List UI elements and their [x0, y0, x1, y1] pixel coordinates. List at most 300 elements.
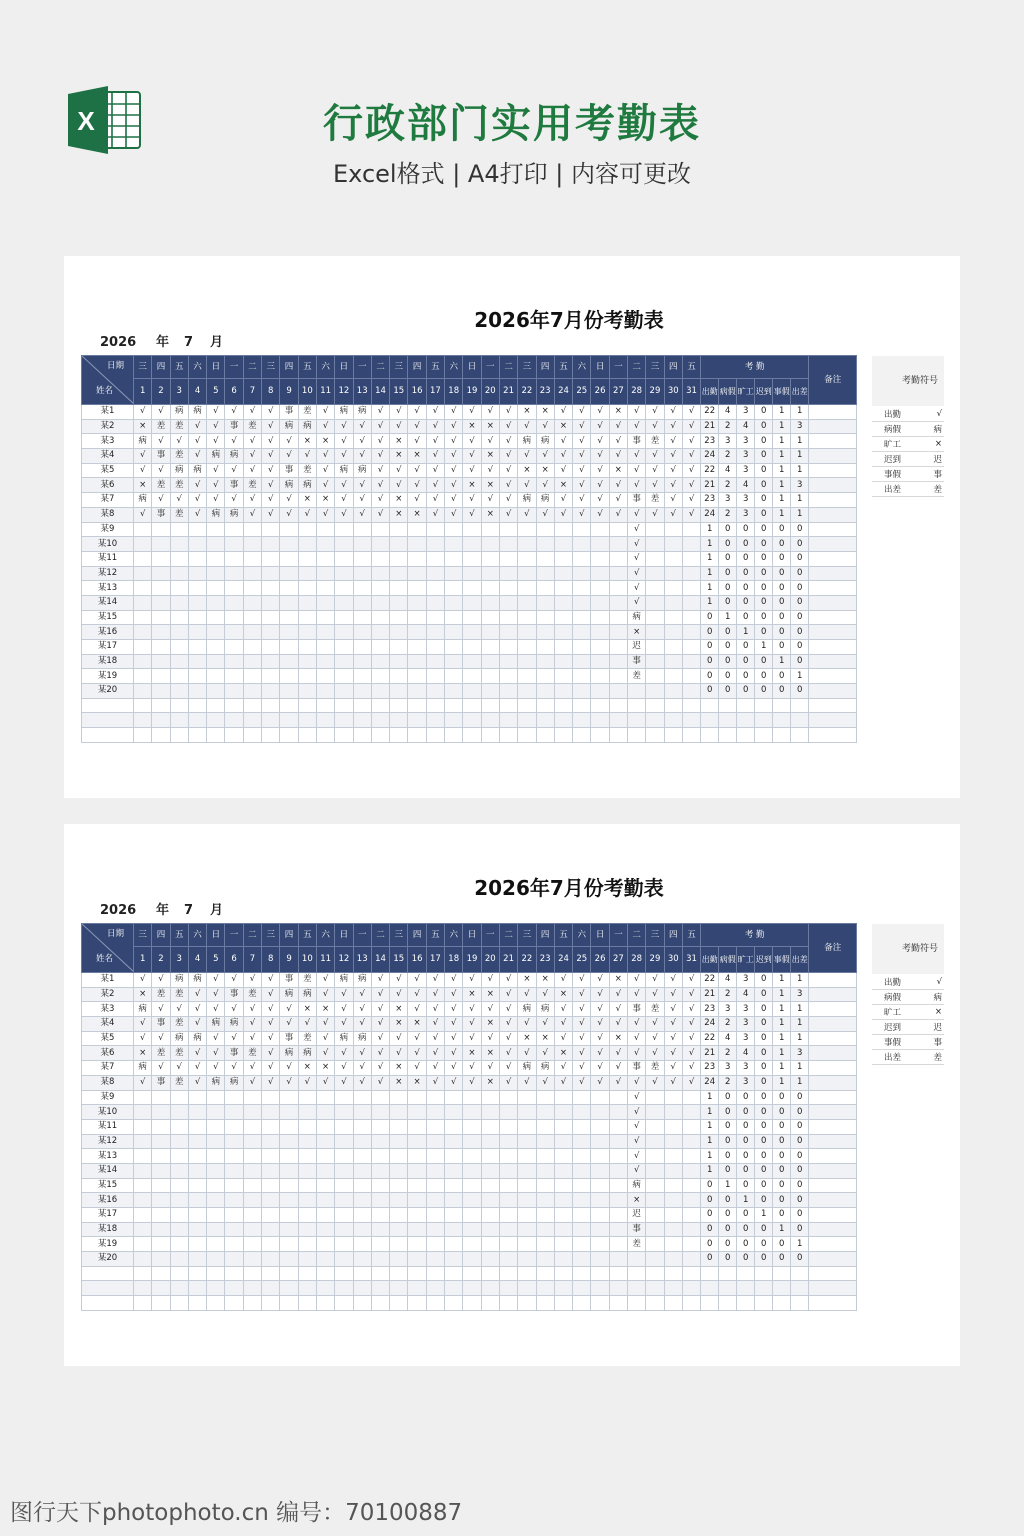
remark-cell[interactable] — [809, 1193, 857, 1208]
attendance-cell[interactable]: √ — [682, 419, 700, 434]
attendance-cell[interactable] — [408, 1193, 426, 1208]
empty-cell[interactable] — [719, 728, 737, 743]
attendance-cell[interactable]: √ — [152, 434, 170, 449]
attendance-cell[interactable] — [262, 1252, 280, 1267]
attendance-cell[interactable]: 病 — [628, 1178, 646, 1193]
empty-cell[interactable] — [809, 1281, 857, 1296]
empty-cell[interactable] — [426, 1281, 444, 1296]
attendance-cell[interactable] — [207, 537, 225, 552]
attendance-cell[interactable] — [426, 1222, 444, 1237]
attendance-cell[interactable] — [390, 1208, 408, 1223]
attendance-cell[interactable]: √ — [298, 1017, 316, 1032]
attendance-cell[interactable] — [207, 640, 225, 655]
attendance-cell[interactable]: √ — [316, 419, 334, 434]
attendance-cell[interactable]: √ — [408, 405, 426, 420]
empty-cell[interactable] — [445, 713, 463, 728]
attendance-cell[interactable]: √ — [353, 419, 371, 434]
attendance-cell[interactable] — [188, 1252, 206, 1267]
remark-cell[interactable] — [809, 1075, 857, 1090]
attendance-cell[interactable] — [463, 1163, 481, 1178]
attendance-cell[interactable] — [573, 522, 591, 537]
attendance-cell[interactable]: √ — [463, 507, 481, 522]
attendance-cell[interactable] — [609, 566, 627, 581]
remark-cell[interactable] — [809, 1002, 857, 1017]
attendance-cell[interactable]: 事 — [280, 463, 298, 478]
attendance-cell[interactable] — [682, 1090, 700, 1105]
attendance-cell[interactable]: × — [481, 419, 499, 434]
attendance-cell[interactable] — [134, 1208, 152, 1223]
attendance-cell[interactable] — [682, 654, 700, 669]
attendance-cell[interactable]: √ — [499, 478, 517, 493]
attendance-cell[interactable] — [371, 1193, 389, 1208]
remark-cell[interactable] — [809, 522, 857, 537]
attendance-cell[interactable]: × — [390, 1002, 408, 1017]
attendance-cell[interactable] — [280, 1119, 298, 1134]
attendance-cell[interactable]: √ — [207, 493, 225, 508]
attendance-cell[interactable] — [463, 581, 481, 596]
empty-cell[interactable] — [207, 1281, 225, 1296]
attendance-cell[interactable] — [408, 654, 426, 669]
empty-cell[interactable] — [243, 1281, 261, 1296]
attendance-cell[interactable]: √ — [426, 1046, 444, 1061]
attendance-cell[interactable] — [609, 684, 627, 699]
attendance-cell[interactable] — [664, 595, 682, 610]
attendance-cell[interactable]: √ — [664, 987, 682, 1002]
attendance-cell[interactable]: √ — [481, 493, 499, 508]
attendance-cell[interactable] — [518, 610, 536, 625]
attendance-cell[interactable] — [134, 640, 152, 655]
attendance-cell[interactable] — [152, 1163, 170, 1178]
attendance-cell[interactable] — [225, 1193, 243, 1208]
empty-cell[interactable] — [628, 1281, 646, 1296]
empty-cell[interactable] — [280, 728, 298, 743]
employee-name-cell[interactable]: 某5 — [82, 1031, 134, 1046]
employee-name-cell[interactable]: 某19 — [82, 669, 134, 684]
attendance-cell[interactable]: 病 — [170, 463, 188, 478]
attendance-cell[interactable] — [188, 1193, 206, 1208]
attendance-cell[interactable]: √ — [536, 1046, 554, 1061]
empty-cell[interactable] — [791, 713, 809, 728]
attendance-cell[interactable] — [316, 1193, 334, 1208]
empty-cell[interactable] — [463, 1266, 481, 1281]
attendance-cell[interactable]: 病 — [225, 1075, 243, 1090]
remark-cell[interactable] — [809, 987, 857, 1002]
empty-cell[interactable] — [719, 1266, 737, 1281]
attendance-cell[interactable]: √ — [646, 1075, 664, 1090]
attendance-cell[interactable] — [573, 640, 591, 655]
attendance-cell[interactable] — [554, 581, 572, 596]
attendance-cell[interactable] — [682, 1178, 700, 1193]
attendance-cell[interactable] — [188, 1134, 206, 1149]
attendance-cell[interactable] — [536, 1208, 554, 1223]
empty-cell[interactable] — [773, 728, 791, 743]
attendance-cell[interactable]: √ — [573, 1046, 591, 1061]
attendance-cell[interactable]: √ — [152, 405, 170, 420]
attendance-cell[interactable]: √ — [353, 1002, 371, 1017]
attendance-cell[interactable] — [353, 1119, 371, 1134]
attendance-cell[interactable] — [390, 640, 408, 655]
attendance-cell[interactable] — [188, 625, 206, 640]
attendance-cell[interactable]: √ — [573, 419, 591, 434]
empty-cell[interactable] — [773, 1296, 791, 1311]
attendance-cell[interactable] — [554, 1252, 572, 1267]
attendance-cell[interactable] — [243, 1252, 261, 1267]
attendance-cell[interactable] — [262, 595, 280, 610]
employee-name-cell[interactable]: 某16 — [82, 1193, 134, 1208]
attendance-cell[interactable]: √ — [628, 551, 646, 566]
attendance-cell[interactable] — [390, 1090, 408, 1105]
attendance-cell[interactable]: 差 — [646, 1002, 664, 1017]
attendance-cell[interactable]: 病 — [518, 493, 536, 508]
attendance-cell[interactable]: 病 — [207, 507, 225, 522]
attendance-cell[interactable] — [371, 1222, 389, 1237]
attendance-cell[interactable]: √ — [682, 1075, 700, 1090]
empty-cell[interactable] — [499, 698, 517, 713]
attendance-cell[interactable]: √ — [591, 449, 609, 464]
attendance-cell[interactable]: √ — [664, 507, 682, 522]
attendance-cell[interactable] — [554, 551, 572, 566]
empty-cell[interactable] — [737, 728, 755, 743]
attendance-cell[interactable] — [262, 566, 280, 581]
attendance-cell[interactable]: √ — [628, 522, 646, 537]
attendance-cell[interactable]: √ — [353, 1061, 371, 1076]
attendance-cell[interactable]: √ — [207, 419, 225, 434]
attendance-cell[interactable]: √ — [554, 507, 572, 522]
attendance-cell[interactable] — [499, 581, 517, 596]
attendance-cell[interactable] — [225, 640, 243, 655]
attendance-cell[interactable]: 病 — [207, 1075, 225, 1090]
attendance-cell[interactable] — [609, 669, 627, 684]
attendance-cell[interactable] — [316, 551, 334, 566]
attendance-cell[interactable] — [371, 522, 389, 537]
empty-cell[interactable] — [207, 698, 225, 713]
empty-cell[interactable] — [262, 1266, 280, 1281]
attendance-cell[interactable]: √ — [225, 1031, 243, 1046]
attendance-cell[interactable] — [371, 1105, 389, 1120]
attendance-cell[interactable]: 病 — [225, 1017, 243, 1032]
attendance-cell[interactable] — [353, 1105, 371, 1120]
attendance-cell[interactable]: √ — [682, 507, 700, 522]
attendance-cell[interactable]: √ — [445, 973, 463, 988]
attendance-cell[interactable]: √ — [463, 1031, 481, 1046]
attendance-cell[interactable]: × — [134, 419, 152, 434]
empty-cell[interactable] — [573, 698, 591, 713]
attendance-cell[interactable]: √ — [207, 1002, 225, 1017]
attendance-cell[interactable]: √ — [463, 434, 481, 449]
attendance-cell[interactable] — [152, 610, 170, 625]
empty-cell[interactable] — [518, 1266, 536, 1281]
attendance-cell[interactable] — [426, 640, 444, 655]
attendance-cell[interactable] — [646, 566, 664, 581]
attendance-cell[interactable] — [408, 537, 426, 552]
empty-cell[interactable] — [335, 1281, 353, 1296]
attendance-cell[interactable]: √ — [664, 478, 682, 493]
attendance-cell[interactable]: √ — [207, 973, 225, 988]
attendance-cell[interactable]: 病 — [134, 1061, 152, 1076]
attendance-cell[interactable] — [390, 566, 408, 581]
attendance-cell[interactable] — [499, 1237, 517, 1252]
attendance-cell[interactable]: √ — [207, 405, 225, 420]
attendance-cell[interactable] — [536, 537, 554, 552]
empty-cell[interactable] — [298, 1296, 316, 1311]
attendance-cell[interactable] — [335, 1222, 353, 1237]
attendance-cell[interactable] — [225, 1090, 243, 1105]
attendance-cell[interactable]: 差 — [243, 1046, 261, 1061]
attendance-cell[interactable] — [499, 1208, 517, 1223]
attendance-cell[interactable] — [207, 1193, 225, 1208]
attendance-cell[interactable] — [390, 1222, 408, 1237]
attendance-cell[interactable] — [188, 654, 206, 669]
empty-cell[interactable] — [554, 1281, 572, 1296]
attendance-cell[interactable]: √ — [371, 1046, 389, 1061]
attendance-cell[interactable] — [609, 1149, 627, 1164]
attendance-cell[interactable]: 病 — [188, 405, 206, 420]
attendance-cell[interactable] — [646, 1149, 664, 1164]
attendance-cell[interactable] — [664, 654, 682, 669]
attendance-cell[interactable] — [499, 1222, 517, 1237]
empty-cell[interactable] — [719, 713, 737, 728]
attendance-cell[interactable] — [481, 1105, 499, 1120]
attendance-cell[interactable] — [591, 684, 609, 699]
attendance-cell[interactable] — [646, 522, 664, 537]
empty-cell[interactable] — [773, 1266, 791, 1281]
employee-name-cell[interactable]: 某10 — [82, 1105, 134, 1120]
attendance-cell[interactable]: √ — [499, 1046, 517, 1061]
attendance-cell[interactable] — [316, 1178, 334, 1193]
attendance-cell[interactable] — [353, 625, 371, 640]
attendance-cell[interactable] — [353, 1149, 371, 1164]
attendance-cell[interactable]: √ — [554, 973, 572, 988]
attendance-cell[interactable]: 病 — [280, 478, 298, 493]
attendance-cell[interactable]: 病 — [536, 1002, 554, 1017]
empty-cell[interactable] — [82, 713, 134, 728]
attendance-cell[interactable] — [188, 537, 206, 552]
remark-cell[interactable] — [809, 449, 857, 464]
remark-cell[interactable] — [809, 493, 857, 508]
attendance-cell[interactable] — [225, 522, 243, 537]
attendance-cell[interactable] — [243, 581, 261, 596]
empty-cell[interactable] — [682, 1266, 700, 1281]
attendance-cell[interactable]: √ — [408, 493, 426, 508]
attendance-cell[interactable] — [207, 1237, 225, 1252]
attendance-cell[interactable]: 差 — [170, 478, 188, 493]
attendance-cell[interactable] — [152, 684, 170, 699]
attendance-cell[interactable]: √ — [262, 434, 280, 449]
attendance-cell[interactable]: × — [518, 463, 536, 478]
attendance-cell[interactable] — [262, 654, 280, 669]
empty-cell[interactable] — [170, 1266, 188, 1281]
attendance-cell[interactable]: √ — [664, 1017, 682, 1032]
attendance-cell[interactable] — [170, 537, 188, 552]
attendance-cell[interactable]: √ — [188, 1075, 206, 1090]
empty-cell[interactable] — [646, 698, 664, 713]
attendance-cell[interactable] — [188, 640, 206, 655]
attendance-cell[interactable]: √ — [518, 1046, 536, 1061]
attendance-cell[interactable] — [152, 551, 170, 566]
empty-cell[interactable] — [134, 1296, 152, 1311]
attendance-cell[interactable] — [316, 1119, 334, 1134]
attendance-cell[interactable]: √ — [682, 973, 700, 988]
attendance-cell[interactable] — [554, 1119, 572, 1134]
attendance-cell[interactable]: √ — [591, 478, 609, 493]
empty-cell[interactable] — [371, 698, 389, 713]
empty-cell[interactable] — [134, 728, 152, 743]
attendance-cell[interactable]: 病 — [298, 478, 316, 493]
attendance-cell[interactable] — [573, 1252, 591, 1267]
attendance-cell[interactable]: √ — [628, 537, 646, 552]
attendance-cell[interactable] — [170, 551, 188, 566]
attendance-cell[interactable]: 病 — [280, 419, 298, 434]
attendance-cell[interactable]: √ — [664, 463, 682, 478]
attendance-cell[interactable] — [280, 654, 298, 669]
attendance-cell[interactable] — [134, 1178, 152, 1193]
attendance-cell[interactable] — [518, 625, 536, 640]
employee-name-cell[interactable]: 某11 — [82, 1119, 134, 1134]
attendance-cell[interactable] — [408, 1090, 426, 1105]
attendance-cell[interactable]: √ — [335, 1061, 353, 1076]
attendance-cell[interactable] — [371, 1149, 389, 1164]
attendance-cell[interactable] — [225, 1222, 243, 1237]
attendance-cell[interactable] — [353, 1193, 371, 1208]
attendance-cell[interactable]: √ — [591, 1031, 609, 1046]
employee-name-cell[interactable]: 某15 — [82, 610, 134, 625]
attendance-cell[interactable]: × — [536, 463, 554, 478]
attendance-cell[interactable] — [591, 1208, 609, 1223]
attendance-cell[interactable]: √ — [463, 1061, 481, 1076]
attendance-cell[interactable] — [207, 1090, 225, 1105]
attendance-cell[interactable] — [408, 1163, 426, 1178]
attendance-cell[interactable]: √ — [335, 1017, 353, 1032]
attendance-cell[interactable] — [353, 1222, 371, 1237]
attendance-cell[interactable]: × — [298, 1002, 316, 1017]
empty-cell[interactable] — [554, 728, 572, 743]
attendance-cell[interactable] — [646, 1252, 664, 1267]
attendance-cell[interactable] — [390, 610, 408, 625]
attendance-cell[interactable]: √ — [371, 493, 389, 508]
attendance-cell[interactable] — [518, 522, 536, 537]
empty-cell[interactable] — [573, 1281, 591, 1296]
attendance-cell[interactable]: √ — [445, 449, 463, 464]
attendance-cell[interactable] — [646, 595, 664, 610]
attendance-cell[interactable]: √ — [609, 493, 627, 508]
attendance-cell[interactable] — [573, 537, 591, 552]
attendance-cell[interactable]: √ — [262, 493, 280, 508]
attendance-cell[interactable] — [554, 1134, 572, 1149]
attendance-cell[interactable] — [573, 1163, 591, 1178]
attendance-cell[interactable] — [225, 684, 243, 699]
attendance-cell[interactable] — [554, 1178, 572, 1193]
attendance-cell[interactable] — [335, 684, 353, 699]
empty-cell[interactable] — [554, 1296, 572, 1311]
attendance-cell[interactable]: 病 — [170, 405, 188, 420]
attendance-cell[interactable]: √ — [554, 434, 572, 449]
attendance-cell[interactable] — [188, 1222, 206, 1237]
attendance-cell[interactable] — [646, 654, 664, 669]
attendance-cell[interactable]: √ — [573, 987, 591, 1002]
empty-cell[interactable] — [755, 1296, 773, 1311]
attendance-cell[interactable]: √ — [664, 973, 682, 988]
attendance-cell[interactable]: √ — [445, 1046, 463, 1061]
attendance-cell[interactable] — [646, 1134, 664, 1149]
empty-cell[interactable] — [445, 1266, 463, 1281]
attendance-cell[interactable] — [408, 522, 426, 537]
empty-cell[interactable] — [390, 728, 408, 743]
attendance-cell[interactable] — [243, 537, 261, 552]
remark-cell[interactable] — [809, 434, 857, 449]
empty-cell[interactable] — [207, 1266, 225, 1281]
attendance-cell[interactable] — [481, 1178, 499, 1193]
attendance-cell[interactable] — [664, 1208, 682, 1223]
attendance-cell[interactable]: √ — [280, 1075, 298, 1090]
attendance-cell[interactable] — [426, 1163, 444, 1178]
attendance-cell[interactable] — [445, 581, 463, 596]
attendance-cell[interactable] — [188, 551, 206, 566]
attendance-cell[interactable]: √ — [628, 581, 646, 596]
attendance-cell[interactable] — [134, 1237, 152, 1252]
empty-cell[interactable] — [298, 698, 316, 713]
attendance-cell[interactable] — [243, 1208, 261, 1223]
attendance-cell[interactable] — [353, 1090, 371, 1105]
employee-name-cell[interactable]: 某14 — [82, 595, 134, 610]
employee-name-cell[interactable]: 某10 — [82, 537, 134, 552]
attendance-cell[interactable] — [445, 1193, 463, 1208]
empty-cell[interactable] — [809, 728, 857, 743]
attendance-cell[interactable] — [536, 625, 554, 640]
empty-cell[interactable] — [664, 728, 682, 743]
attendance-cell[interactable]: √ — [463, 449, 481, 464]
attendance-cell[interactable] — [536, 1193, 554, 1208]
empty-cell[interactable] — [426, 1296, 444, 1311]
empty-cell[interactable] — [609, 713, 627, 728]
empty-cell[interactable] — [188, 698, 206, 713]
remark-cell[interactable] — [809, 625, 857, 640]
empty-cell[interactable] — [353, 698, 371, 713]
attendance-cell[interactable] — [591, 1105, 609, 1120]
attendance-cell[interactable] — [262, 1222, 280, 1237]
empty-cell[interactable] — [481, 1281, 499, 1296]
empty-cell[interactable] — [225, 1281, 243, 1296]
empty-cell[interactable] — [554, 698, 572, 713]
attendance-cell[interactable] — [225, 566, 243, 581]
attendance-cell[interactable]: × — [463, 478, 481, 493]
empty-cell[interactable] — [481, 728, 499, 743]
attendance-cell[interactable] — [134, 537, 152, 552]
attendance-cell[interactable]: 差 — [243, 478, 261, 493]
attendance-cell[interactable] — [646, 684, 664, 699]
attendance-cell[interactable]: √ — [554, 463, 572, 478]
attendance-cell[interactable]: √ — [134, 1031, 152, 1046]
attendance-cell[interactable] — [682, 1193, 700, 1208]
attendance-cell[interactable] — [609, 522, 627, 537]
attendance-cell[interactable]: √ — [499, 405, 517, 420]
attendance-cell[interactable] — [426, 684, 444, 699]
remark-cell[interactable] — [809, 581, 857, 596]
attendance-cell[interactable]: √ — [316, 1031, 334, 1046]
empty-cell[interactable] — [791, 1281, 809, 1296]
attendance-cell[interactable] — [573, 1178, 591, 1193]
attendance-cell[interactable]: √ — [664, 493, 682, 508]
attendance-cell[interactable] — [243, 654, 261, 669]
attendance-cell[interactable]: √ — [280, 1017, 298, 1032]
attendance-cell[interactable]: √ — [316, 478, 334, 493]
employee-name-cell[interactable]: 某14 — [82, 1163, 134, 1178]
attendance-cell[interactable]: √ — [426, 1031, 444, 1046]
attendance-cell[interactable] — [225, 669, 243, 684]
attendance-cell[interactable] — [554, 610, 572, 625]
empty-cell[interactable] — [152, 698, 170, 713]
attendance-cell[interactable] — [499, 551, 517, 566]
attendance-cell[interactable] — [298, 1134, 316, 1149]
